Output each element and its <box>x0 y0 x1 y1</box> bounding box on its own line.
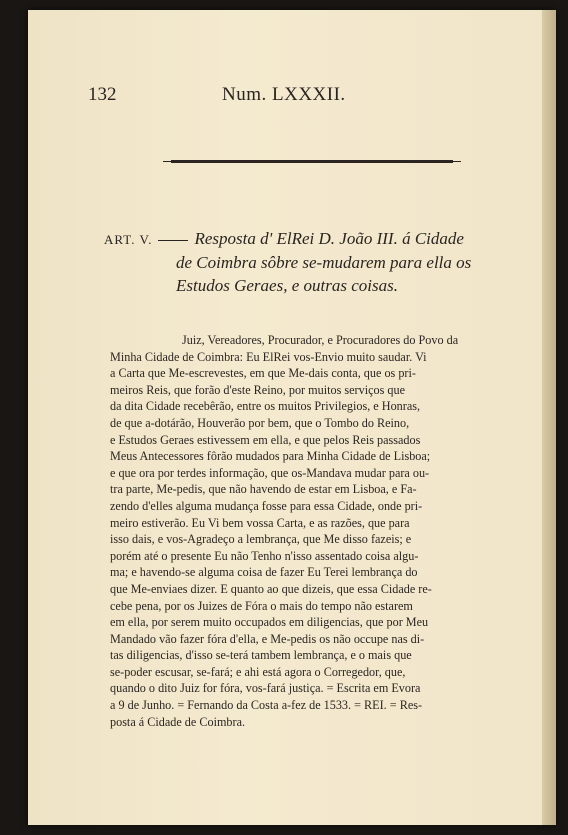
running-title: Num. LXXXII. <box>222 84 346 105</box>
body-line: isso dais, e vos-Agradeço a lembrança, que Me disso fazeis; e <box>110 532 412 547</box>
body-line: posta á Cidade de Coimbra. <box>110 714 246 729</box>
article-title-line: Estudos Geraes, e outras coisas. <box>176 276 398 295</box>
body-line: e que ora por terdes informação, que os-Mandava mudar para ou- <box>110 465 430 480</box>
body-line: meiros Reis, que forão d'este Reino, por muitos serviços que <box>110 382 405 397</box>
body-line: e Estudos Geraes estivessem em ella, e que pelos Reis passados <box>110 432 421 447</box>
header-rule <box>171 160 453 163</box>
body-line: Minha Cidade de Coimbra: Eu ElRei vos-Envio muito saudar. Vi <box>110 349 427 364</box>
body-line: quando o dito Juiz for fóra, vos-fará justiça. = Escrita em Evora <box>110 681 421 696</box>
body-line: Mandado vão fazer fóra d'ella, e Me-pedis os não occupe nas di- <box>110 631 425 646</box>
heading-row-1 <box>104 227 524 251</box>
body-line: porém até o presente Eu não Tenho n'isso assentado coisa algu- <box>110 548 419 563</box>
body-line: Juiz, Vereadores, Procurador, e Procuradores do Povo da <box>182 333 459 347</box>
body-line: zendo d'elles alguma mudança fosse para essa Cidade, onde pri- <box>110 498 423 513</box>
body-line: meiro estiverão. Eu Vi bem vossa Carta, e as razões, que para <box>110 515 410 530</box>
page-header <box>88 84 388 108</box>
article-label: ART. V. <box>104 232 153 247</box>
body-line: que Me-enviaes dizer. E quanto ao que dizeis, que essa Cidade re- <box>110 581 432 596</box>
body-line: se-poder escusar, se-fará; e ahi está agora o Corregedor, que, <box>110 664 406 679</box>
body-line: ma; e havendo-se alguma coisa de fazer Eu Terei lembrança do <box>110 565 418 580</box>
letter-body <box>110 332 520 730</box>
body-line: cebe pena, por os Juizes de Fóra o mais do tempo não estarem <box>110 598 413 613</box>
article-title-line: Resposta d' ElRei D. João III. á Cidade <box>194 229 464 248</box>
page-number: 132 <box>88 84 117 105</box>
body-line: de que a-dotárão, Houverão por bem, que o Tombo do Reino, <box>110 415 410 430</box>
body-line: tra parte, Me-pedis, que não havendo de estar em Lisboa, e Fa- <box>110 482 417 497</box>
body-line: Meus Antecessores fôrão mudados para Minha Cidade de Lisboa; <box>110 449 431 464</box>
article-title-line: de Coimbra sôbre se-mudarem para ella os <box>176 253 472 272</box>
body-line: a 9 de Junho. = Fernando da Costa a-fez de 1533. = REI. = Res- <box>110 698 423 713</box>
body-line: tas diligencias, d'isso se-terá tambem lembrança, e o mais que <box>110 648 412 663</box>
body-line: a Carta que Me-escrevestes, em que Me-dais conta, que os pri- <box>110 366 416 381</box>
body-line: da dita Cidade recebêrão, entre os muitos Privilegios, e Honras, <box>110 399 421 414</box>
body-line: em ella, por serem muito occupados em diligencias, que por Meu <box>110 615 429 630</box>
article-heading <box>104 227 524 297</box>
heading-dash <box>158 240 188 241</box>
